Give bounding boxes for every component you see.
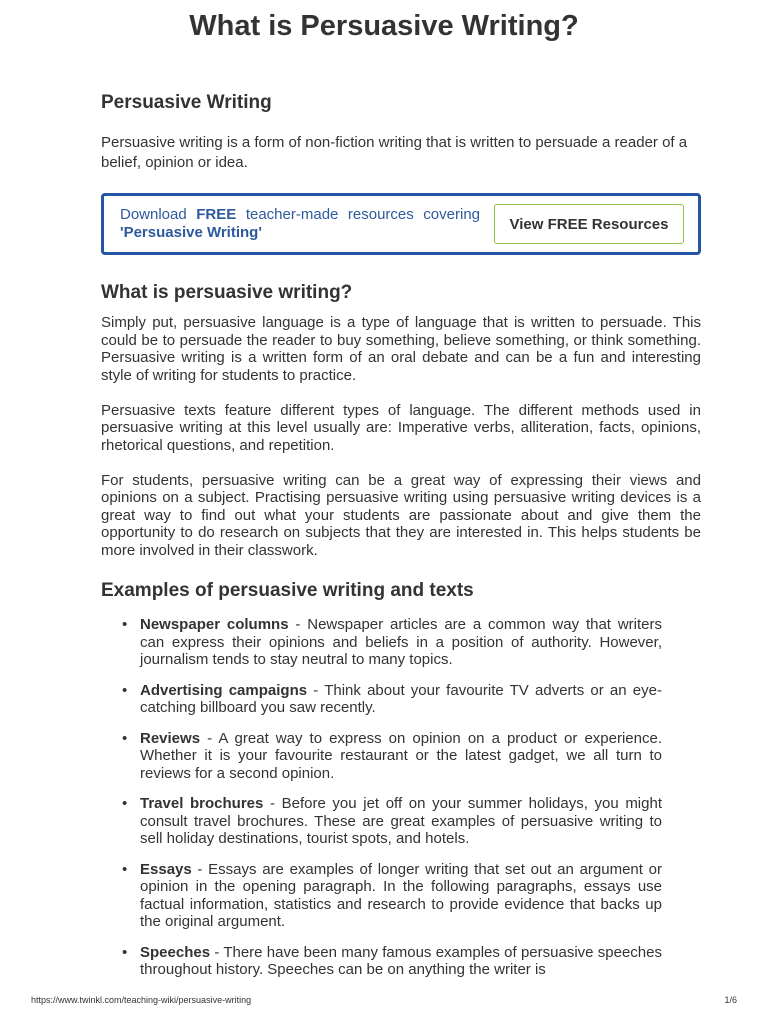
examples-list: [101, 616, 662, 979]
article-content: [101, 92, 701, 992]
footer-url: https://www.twinkl.com/teaching-wiki/persuasive-writing: [31, 995, 252, 1005]
list-item-text: - Think about your favourite TV adverts or an eye-catching billboard you saw recently.: [140, 681, 662, 716]
paragraph: Simply put, persuasive language is a type of language that is written to persuade. This could be to persuade the reader to buy something, believe something, or think something. Persuasive writing is a written form of an oral debate and can be a fun and interesting style of writing for students to practice.: [101, 314, 701, 384]
section-heading: What is persuasive writing?: [101, 282, 353, 303]
resources-callout: [101, 193, 701, 255]
paragraph: For students, persuasive writing can be a great way of expressing their views and opinions on a subject. Practising persuasive writing using persuasive writing devices is a great way to find out what your students are passionate about and give them the opportunity to do research on subjects that they are interested in. This helps students be more involved in their classwork.: [101, 471, 701, 559]
list-item-text: - Newspaper articles are a common way that writers can express their opinions and beliefs in a position of authority. However, journalism tends to stay neutral to many topics.: [140, 616, 662, 668]
paragraph: Persuasive texts feature different types of language. The different methods used in persuasive writing at this level usually are: Imperative verbs, alliteration, facts, opinions, rhetorical questions, and repetition.: [101, 401, 701, 454]
list-item: [140, 682, 662, 717]
list-item-term: Advertising campaigns: [140, 681, 308, 699]
cta-download-link[interactable]: Download: [120, 206, 187, 223]
list-item-text: - Essays are examples of longer writing that set out an argument or opinion in the opening paragraph. In the following paragraphs, essays use factual information, statistics and research to provide evidence that backs up the original argument.: [140, 860, 662, 930]
list-item-term: Reviews: [140, 729, 201, 747]
view-free-resources-button[interactable]: View FREE Resources: [494, 204, 684, 244]
page-number: 1/6: [724, 995, 737, 1005]
cta-free-text: FREE: [196, 206, 237, 223]
examples-heading: Examples of persuasive writing and texts: [101, 580, 474, 601]
list-item: [140, 616, 662, 669]
intro-text: Persuasive writing is a form of non-fiction writing that is written to persuade a reader of a belief, opinion or idea.: [101, 134, 688, 171]
resources-callout-text: [120, 206, 494, 242]
list-item-term: Essays: [140, 860, 192, 878]
list-item: [140, 944, 662, 979]
list-item-term: Newspaper columns: [140, 616, 289, 633]
intro-heading: Persuasive Writing: [101, 92, 272, 113]
list-item-text: - There have been many famous examples of persuasive speeches throughout history. Speeches can be on anything the writer is: [140, 943, 662, 978]
list-item-term: Speeches: [140, 943, 211, 961]
list-item-text: - A great way to express on opinion on a product or experience. Whether it is your favourite restaurant or the latest gadget, we all turn to reviews for a second opinion.: [140, 729, 662, 782]
list-item: [140, 861, 662, 931]
list-item: [140, 795, 662, 848]
page-title: What is Persuasive Writing?: [189, 10, 579, 42]
list-item-text: - Before you jet off on your summer holidays, you might consult travel brochures. These are great examples of persuasive writing to sell holiday destinations, tourist spots, and hotels.: [140, 795, 662, 847]
list-item-term: Travel brochures: [140, 795, 264, 812]
cta-middle-text: teacher-made resources covering: [245, 206, 481, 223]
list-item: [140, 730, 662, 783]
cta-topic-text: 'Persuasive Writing': [120, 224, 262, 241]
